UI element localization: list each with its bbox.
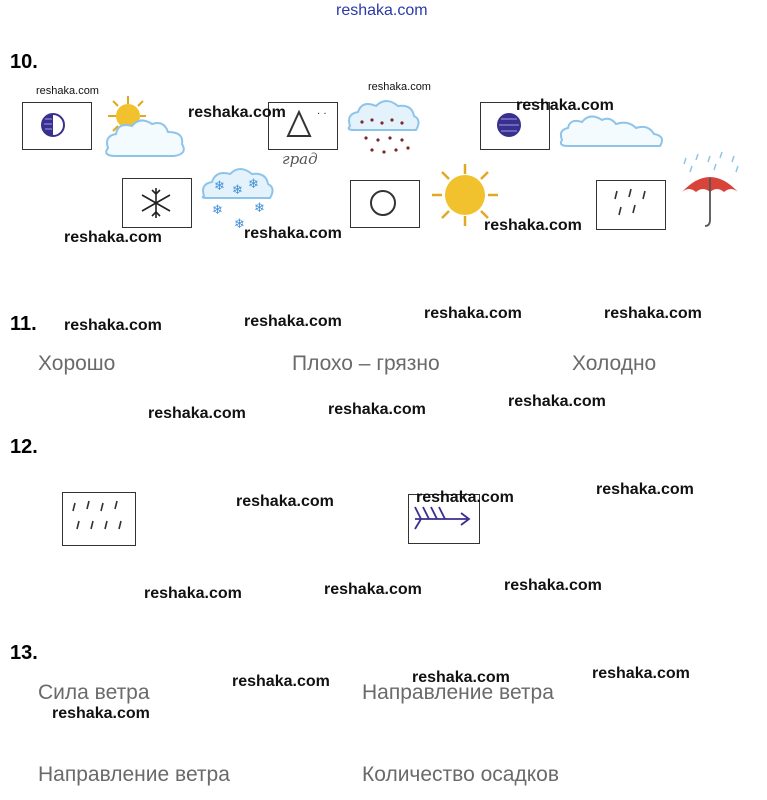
answer-wind-direction-2: Направление ветра [38, 763, 230, 786]
umbrella-rain-icon [676, 150, 746, 230]
watermark: reshaka.com [52, 705, 150, 722]
watermark: reshaka.com [188, 104, 286, 121]
svg-text:· ·: · · [317, 109, 327, 120]
watermark: reshaka.com [412, 669, 510, 686]
watermark: reshaka.com [504, 577, 602, 594]
watermark: reshaka.com [244, 313, 342, 330]
watermark: reshaka.com [148, 405, 246, 422]
watermark: reshaka.com [236, 493, 334, 510]
clear-symbol-icon [350, 180, 420, 228]
svg-text:❄: ❄ [234, 217, 245, 232]
watermark: reshaka.com [36, 85, 99, 97]
watermark: reshaka.com [368, 81, 431, 93]
svg-text:❄: ❄ [248, 177, 259, 192]
snow-cloud-icon [198, 160, 278, 232]
watermark: reshaka.com [592, 665, 690, 682]
task-10-number: 10. [10, 51, 38, 73]
task-13-number: 13. [10, 642, 38, 664]
watermark: reshaka.com [604, 305, 702, 322]
watermark: reshaka.com [244, 225, 342, 242]
sun-behind-cloud-icon [98, 92, 194, 164]
answer-cold: Холодно [572, 352, 657, 375]
watermark: reshaka.com [424, 305, 522, 322]
answer-good: Хорошо [38, 352, 116, 375]
half-cloudy-symbol-icon [22, 102, 92, 150]
rain-symbol-icon [62, 492, 136, 546]
task-12-number: 12. [10, 436, 38, 458]
answer-wind-strength: Сила ветра [38, 681, 150, 704]
watermark: reshaka.com [328, 401, 426, 418]
snow-symbol-icon [122, 178, 192, 228]
answer-precipitation-amount: Количество осадков [362, 763, 559, 786]
watermark: reshaka.com [144, 585, 242, 602]
svg-text:❄: ❄ [254, 201, 265, 216]
svg-text:❄: ❄ [214, 179, 225, 194]
watermark: reshaka.com [324, 581, 422, 598]
watermark: reshaka.com [596, 481, 694, 498]
watermark: reshaka.com [484, 217, 582, 234]
watermark: reshaka.com [508, 393, 606, 410]
svg-text:❄: ❄ [212, 203, 223, 218]
watermark: reshaka.com [64, 229, 162, 246]
svg-text:❄: ❄ [232, 183, 243, 198]
answer-wind-direction-1: Направление ветра [362, 681, 554, 704]
rain-symbol-icon [596, 180, 666, 230]
watermark: reshaka.com [232, 673, 330, 690]
watermark: reshaka.com [416, 489, 514, 506]
hail-handwritten-note: град [282, 150, 318, 168]
watermark: reshaka.com [64, 317, 162, 334]
answer-bad-dirty: Плохо – грязно [292, 352, 440, 375]
header-watermark: reshaka.com [336, 2, 428, 19]
watermark: reshaka.com [516, 97, 614, 114]
hail-cloud-icon [344, 96, 422, 160]
task-11-number: 11. [10, 313, 37, 335]
